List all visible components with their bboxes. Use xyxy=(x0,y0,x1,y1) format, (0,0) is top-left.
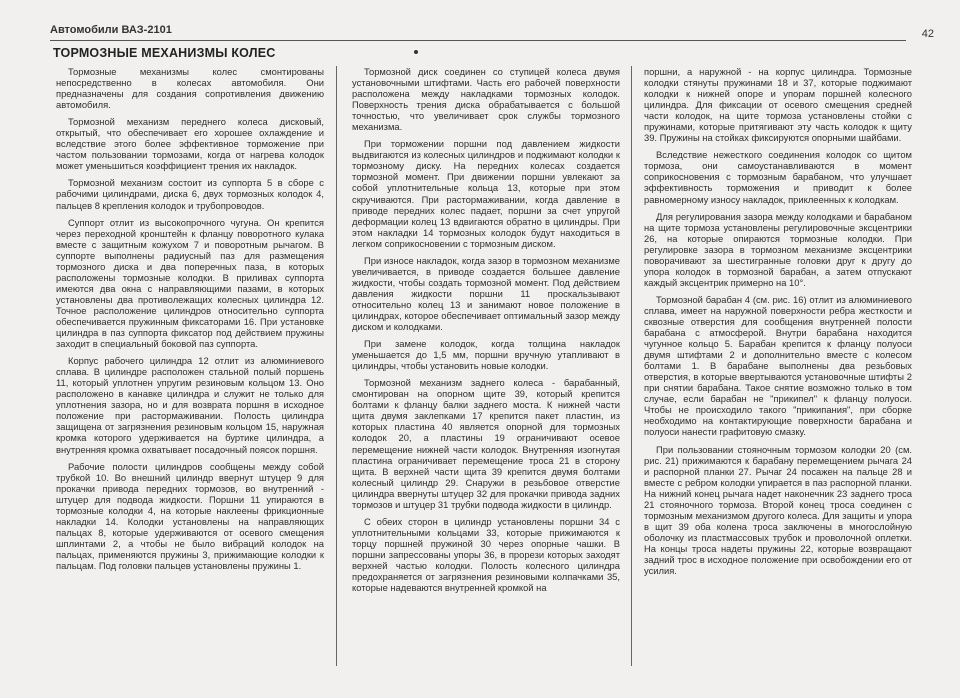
paragraph: Вследствие нежесткого соединения колодок со щитом тормоза, они самоустанавливаются в момент соприкосновения с тормозным барабаном, что улучшает эффективность торможения и приводит к более равномерному износу накладок, приклеенных к колодкам. xyxy=(644,149,912,205)
section-title: ТОРМОЗНЫЕ МЕХАНИЗМЫ КОЛЕС xyxy=(53,46,276,60)
paragraph: При износе накладок, когда зазор в тормозном механизме увеличивается, в приводе создается большее давление жидкости, чтобы создать тормозной момент. Под действием давления жидкости поршни 11 проскальзывают относительно колец 13 и занимают новое положение в цилиндрах, которое обеспечивает оптимальный зазор между диском и колодками. xyxy=(352,254,620,333)
text-column-2 xyxy=(352,66,620,656)
column-divider xyxy=(336,66,337,666)
paragraph: При замене колодок, когда толщина накладок уменьшается до 1,5 мм, поршни вручную утапливают в цилиндры, чтобы установить новые колодки. xyxy=(352,338,620,372)
text-column-3 xyxy=(644,66,912,656)
paragraph: При пользовании стояночным тормозом колодки 20 (см. рис. 21) прижимаются к барабану перемещением рычага 24 и распорной планки 27. Рычаг 24 посажен на пальце 28 и вместе с ребром колодки упирается в паз распорной планки. На нижний конец рычага надет наконечник 23 заднего троса 21 стояночного тормоза. Второй конец троса соединен с тормозным механизмом другого колеса. Для защиты и упора в щит 39 оба колена троса заключены в многослойную оболочку из пластмассовых трубок и проволочной оплетки. На концы троса надеты пружины 22, которые возвращают задний трос в исходное положение при освобождении его от усилия. xyxy=(644,443,912,577)
text-column-1 xyxy=(56,66,324,656)
decorative-dot xyxy=(414,50,418,54)
paragraph: Для регулирования зазора между колодками и барабаном на щите тормоза установлены регулировочные эксцентрики 26, на которые опираются тормозные колодки. При регулировке зазора в тормозном механизме эксцентрики поворачивают за шестигранные головки друг к другу до упора колодок в тормозной барабан, а затем отпускают каждый эксцентрик примерно на 10°. xyxy=(644,210,912,288)
paragraph: Корпус рабочего цилиндра 12 отлит из алюминиевого сплава. В цилиндре расположен стальной полый поршень 11, который уплотнен упругим резиновым кольцом 13. Оно расположено в канавке цилиндра и служит не только для уплотнения зазора, но и для возврата поршня в исходное положение при растормаживании. Полость цилиндра защищена от загрязнения резиновым кольцом 15, наружная кромка которого удерживается на буртике цилиндра, а внутренняя кромка охватывает посадочный поясок поршня. xyxy=(56,355,324,455)
paragraph: Рабочие полости цилиндров сообщены между собой трубкой 10. Во внешний цилиндр ввернут штуцер 9 для прокачки привода передних тормозов, во внутренний - штуцер для подвода жидкости. Поршни 11 упираются в тормозные колодки 4, на которые наклеены фрикционные накладки 14. Колодки установлены на направляющих пальцах 8, которые удерживаются от осевого смещения шплинтами 2, а чтобы не было вибраций колодок на пальцах, применяются пружины 3, прижимающие колодки к пальцам. Под головки пальцев установлены пружины 1. xyxy=(56,460,324,571)
page-number: 42 xyxy=(921,28,934,40)
book-title: Автомобили ВАЗ-2101 xyxy=(50,24,172,36)
page-header xyxy=(50,24,934,41)
paragraph: С обеих сторон в цилиндр установлены поршни 34 с уплотнительными кольцами 33, которые прижимаются к торцу поршней пружиной 30 через опорные чашки. В поршни запрессованы упоры 36, в прорези которых заходят верхней частью колодки. Полость колесного цилиндра предохраняется от загрязнения резиновыми колпачками 35, которые надеваются внутренней кромкой на xyxy=(352,515,620,594)
paragraph: поршни, а наружной - на корпус цилиндра. Тормозные колодки стянуты пружинами 18 и 37, которые поджимают колодки к нижней опоре и упорам поршней колесного цилиндра. Для фиксации от осевого смещения средней части колодок, на щите тормоза установлены стойки с пружинами, которые притягивают эту часть колодок к щиту 39. Пружины на стойках фиксируются опорными шайбами. xyxy=(644,66,912,144)
paragraph: Тормозной диск соединен со ступицей колеса двумя установочными штифтами. Часть его рабочей поверхности расположена между накладками тормозных колодок. Поверхность трения диска обрабатывается с большой точностью, что увеличивает срок службы тормозного механизма. xyxy=(352,66,620,133)
paragraph: Тормозной механизм заднего колеса - барабанный, смонтирован на опорном щите 39, который крепится болтами к фланцу балки заднего моста. К нижней части щита двумя заклепками 17 крепится пакет пластин, из которых пластина 40 является опорной для тормозных колодок 20, а пластины 19 ограничивают осевое перемещение нижней части колодок. Внутренняя изогнутая пластина ограничивает перемещение троса 21 в сторону щита. В верхней части щита 39 крепится двумя болтами колесный цилиндр 29. Снаружи в резьбовое отверстие цилиндра ввернуты штуцер 32 для прокачки привода задних тормозов и штуцер 31 трубки подвода жидкости в цилиндр. xyxy=(352,377,620,510)
paragraph: Тормозной барабан 4 (см. рис. 16) отлит из алюминиевого сплава, имеет на наружной поверхности ребра жесткости и сквозные отверстия для сообщения внутренней полости барабана с атмосферой. Внутри барабана находится чугунное кольцо 5. Барабан крепится к фланцу полуоси двумя штифтами 2 и дополнительно вместе с колесом болтами 1. В барабане выполнены два резьбовых отверстия, в которые ввертываются установочные штифты 2 при снятии барабана. Такое снятие возможно только в том случае, если барабан не "прикипел" к фланцу полуоси. Чтобы не происходило такого "прикипания", при сборке необходимо на контактирующие поверхности барабана и полуоси нанести графитовую смазку. xyxy=(644,293,912,438)
paragraph: При торможении поршни под давлением жидкости выдвигаются из колесных цилиндров и поджимают колодки к тормозному диску. На передних колесах создается тормозной момент. При движении поршни увлекают за собой уплотнительные кольца 13, которые при этом скручиваются. При растормаживании, когда давление в приводе передних колес падает, поршни за счет упругой деформации колец 13 вдвигаются обратно в цилиндры. При этом накладки 14 тормозных колодок будут находиться в легком соприкосновении с тормозным диском. xyxy=(352,138,620,249)
paragraph: Тормозной механизм состоит из суппорта 5 в сборе с рабочими цилиндрами, диска 6, двух тормозных колодок 4, пальцев 8 крепления колодок и трубопроводов. xyxy=(56,177,324,211)
column-divider xyxy=(631,66,632,666)
paragraph: Суппорт отлит из высокопрочного чугуна. Он крепится через переходной кронштейн к фланцу поворотного кулака вместе с защитным кожухом 7 и поворотным рычагом. В суппорте выполнены радиусный паз для размещения тормозного диска и два поперечных паза, в которых расположены тормозные колодки. В приливах суппорта имеются два окна с направляющими пазами, в которых установлены два противолежащих колесных цилиндра 12. Точное расположение цилиндров относительно суппорта обеспечивается пружинным фиксаторами 16. При установке цилиндра в паз суппорта фиксатор под действием пружины заходит в специальный боковой паз суппорта. xyxy=(56,216,324,350)
paragraph: Тормозной механизм переднего колеса дисковый, открытый, что обеспечивает его хорошее охлаждение и вследствие этого более эффективное торможение при частом пользовании тормозами, когда от нагрева колодок может уменьшиться коэффициент трения их накладок. xyxy=(56,116,324,172)
paragraph: Тормозные механизмы колес смонтированы непосредственно в колесах автомобиля. Они предназначены для создания сопротивления движению автомобиля. xyxy=(56,66,324,111)
